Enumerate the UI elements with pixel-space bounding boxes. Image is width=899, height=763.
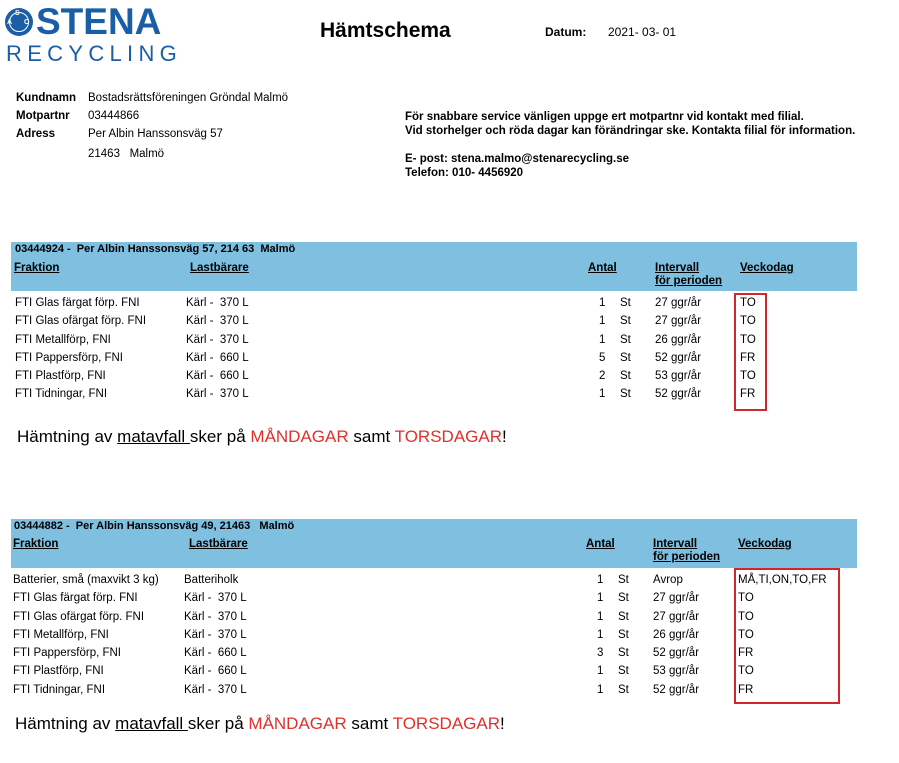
msg-text: Hämtning av xyxy=(15,714,116,733)
email-text: E- post: stena.malmo@stenarecycling.se xyxy=(405,153,630,165)
cell-lastbarare: Kärl - 370 L xyxy=(184,610,247,623)
cell-intervall: 52 ggr/år xyxy=(653,683,700,696)
cell-antal: 1 xyxy=(599,315,606,328)
col-intervall: Intervall xyxy=(653,538,698,550)
cell-veckodag: TO xyxy=(738,592,754,605)
cell-veckodag: FR xyxy=(738,683,754,696)
contact-info xyxy=(405,152,629,180)
veckodag-highlight-box xyxy=(734,568,840,704)
adress-line1: Per Albin Hanssonsväg 57 xyxy=(88,128,223,140)
cell-veckodag: FR xyxy=(738,647,754,660)
matavfall-message xyxy=(15,714,505,734)
cell-veckodag: TO xyxy=(738,610,754,623)
msg-red-day: TORSDAGAR xyxy=(392,714,500,733)
cell-fraktion: FTI Tidningar, FNI xyxy=(13,683,106,696)
cell-lastbarare: Kärl - 370 L xyxy=(184,683,247,696)
logo-subtitle: RECYCLING xyxy=(6,41,183,66)
cell-lastbarare: Kärl - 370 L xyxy=(184,628,247,641)
cell-unit: St xyxy=(620,315,631,328)
cell-antal: 1 xyxy=(597,610,604,623)
col-antal: Antal xyxy=(586,538,615,550)
msg-text: ! xyxy=(500,714,505,733)
cell-intervall: 26 ggr/år xyxy=(653,628,700,641)
cell-fraktion: Batterier, små (maxvikt 3 kg) xyxy=(13,574,159,586)
cell-unit: St xyxy=(618,683,629,696)
cell-intervall: 27 ggr/år xyxy=(655,297,702,309)
adress-label: Adress xyxy=(16,128,55,140)
col-veckodag: Veckodag xyxy=(740,262,794,274)
col-lastbarare: Lastbärare xyxy=(189,538,248,550)
col-fraktion: Fraktion xyxy=(14,262,60,274)
section-heading: 03444882 - Per Albin Hanssonsväg 49, 21463 Malmö xyxy=(14,520,295,532)
page-title: Hämtschema xyxy=(320,19,451,42)
cell-veckodag: TO xyxy=(740,297,756,309)
logo-letter: A xyxy=(7,19,13,26)
cell-fraktion: FTI Glas färgat förp. FNI xyxy=(13,592,138,605)
section-header-band xyxy=(11,242,857,291)
col-intervall-sub: för perioden xyxy=(653,551,721,563)
cell-lastbarare: Kärl - 370 L xyxy=(184,592,247,605)
cell-unit: St xyxy=(620,333,631,346)
cell-intervall: 26 ggr/år xyxy=(655,333,702,346)
cell-veckodag: FR xyxy=(740,388,756,401)
cell-fraktion: FTI Plastförp, FNI xyxy=(15,370,106,383)
cell-lastbarare: Kärl - 370 L xyxy=(186,333,249,346)
cell-antal: 1 xyxy=(597,628,604,641)
cell-lastbarare: Kärl - 370 L xyxy=(186,297,249,309)
cell-veckodag: TO xyxy=(740,315,756,328)
cell-antal: 1 xyxy=(599,388,606,401)
msg-red-day: TORSDAGAR xyxy=(394,427,502,446)
msg-text: sker på xyxy=(187,714,249,733)
msg-text: Hämtning av xyxy=(17,427,118,446)
col-fraktion: Fraktion xyxy=(13,538,59,550)
cell-fraktion: FTI Tidningar, FNI xyxy=(15,388,108,401)
cell-fraktion: FTI Pappersförp, FNI xyxy=(15,351,124,364)
cell-intervall: 52 ggr/år xyxy=(655,388,702,401)
cell-intervall: 52 ggr/år xyxy=(655,351,702,364)
cell-intervall: Avrop xyxy=(653,574,683,586)
service-notice xyxy=(405,110,855,138)
cell-unit: St xyxy=(618,665,629,678)
cell-unit: St xyxy=(620,351,631,364)
cell-fraktion: FTI Glas ofärgat förp. FNI xyxy=(13,610,145,623)
msg-text: sker på xyxy=(189,427,251,446)
msg-underlined: matavfall xyxy=(115,714,188,733)
msg-text: samt xyxy=(348,427,395,446)
adress-line2: 21463 Malmö xyxy=(88,148,165,160)
cell-veckodag: TO xyxy=(740,370,756,383)
logo-letter: O xyxy=(24,19,30,26)
cell-fraktion: FTI Metallförp, FNI xyxy=(15,333,111,346)
cell-lastbarare: Kärl - 660 L xyxy=(186,351,249,364)
cell-intervall: 52 ggr/år xyxy=(653,647,700,660)
cell-veckodag: TO xyxy=(740,333,756,346)
notice-line: Vid storhelger och röda dagar kan förändringar ske. Kontakta filial för information. xyxy=(405,125,856,137)
veckodag-highlight-box xyxy=(734,293,767,411)
phone-text: Telefon: 010- 4456920 xyxy=(405,167,524,179)
cell-veckodag: MÅ,TI,ON,TO,FR xyxy=(738,574,827,586)
cell-antal: 1 xyxy=(597,592,604,605)
cell-unit: St xyxy=(620,370,631,383)
cell-lastbarare: Kärl - 370 L xyxy=(186,315,249,328)
cell-veckodag: TO xyxy=(738,665,754,678)
cell-intervall: 53 ggr/år xyxy=(653,665,700,678)
msg-text: samt xyxy=(346,714,393,733)
cell-unit: St xyxy=(620,388,631,401)
msg-red-day: MÅNDAGAR xyxy=(250,427,349,446)
cell-antal: 1 xyxy=(597,574,604,586)
section-heading: 03444924 - Per Albin Hanssonsväg 57, 214 63 Malmö xyxy=(15,243,296,255)
datum-value: 2021- 03- 01 xyxy=(608,25,677,39)
cell-intervall: 27 ggr/år xyxy=(653,610,700,623)
motpartnr-value: 03444866 xyxy=(88,110,140,122)
msg-underlined: matavfall xyxy=(117,427,190,446)
cell-unit: St xyxy=(620,297,631,309)
cell-antal: 2 xyxy=(599,370,606,383)
cell-intervall: 27 ggr/år xyxy=(655,315,702,328)
kundnamn-label: Kundnamn xyxy=(16,92,77,104)
cell-fraktion: FTI Pappersförp, FNI xyxy=(13,647,122,660)
col-antal: Antal xyxy=(588,262,617,274)
cell-intervall: 27 ggr/år xyxy=(653,592,700,605)
cell-fraktion: FTI Glas ofärgat förp. FNI xyxy=(15,315,147,328)
col-lastbarare: Lastbärare xyxy=(190,262,249,274)
cell-lastbarare: Kärl - 660 L xyxy=(184,665,247,678)
cell-veckodag: TO xyxy=(738,628,754,641)
msg-red-day: MÅNDAGAR xyxy=(248,714,347,733)
cell-antal: 1 xyxy=(597,665,604,678)
cell-antal: 3 xyxy=(597,647,604,660)
datum-label: Datum: xyxy=(545,25,587,39)
section-header-band xyxy=(11,519,857,568)
cell-fraktion: FTI Plastförp, FNI xyxy=(13,665,104,678)
stena-logo-icon xyxy=(5,8,33,36)
cell-unit: St xyxy=(618,574,629,586)
cell-antal: 1 xyxy=(599,333,606,346)
cell-antal: 5 xyxy=(599,351,606,364)
cell-fraktion: FTI Metallförp, FNI xyxy=(13,628,109,641)
matavfall-message xyxy=(17,427,507,447)
cell-veckodag: FR xyxy=(740,351,756,364)
col-veckodag: Veckodag xyxy=(738,538,792,550)
notice-line: För snabbare service vänligen uppge ert motpartnr vid kontakt med filial. xyxy=(405,111,804,123)
cell-lastbarare: Kärl - 660 L xyxy=(186,370,249,383)
kundnamn-value: Bostadsrättsföreningen Gröndal Malmö xyxy=(88,92,289,104)
col-intervall-sub: för perioden xyxy=(655,275,723,287)
msg-text: ! xyxy=(502,427,507,446)
cell-antal: 1 xyxy=(597,683,604,696)
cell-lastbarare: Kärl - 660 L xyxy=(184,647,247,660)
cell-unit: St xyxy=(618,628,629,641)
logo-letter: S xyxy=(15,10,20,17)
cell-fraktion: FTI Glas färgat förp. FNI xyxy=(15,297,140,309)
col-intervall: Intervall xyxy=(655,262,700,274)
cell-unit: St xyxy=(618,647,629,660)
cell-unit: St xyxy=(618,592,629,605)
cell-unit: St xyxy=(618,610,629,623)
motpartnr-label: Motpartnr xyxy=(16,110,70,122)
logo-brand: STENA xyxy=(36,1,162,42)
cell-antal: 1 xyxy=(599,297,606,309)
cell-lastbarare: Kärl - 370 L xyxy=(186,388,249,401)
cell-intervall: 53 ggr/år xyxy=(655,370,702,383)
cell-lastbarare: Batteriholk xyxy=(184,574,239,586)
